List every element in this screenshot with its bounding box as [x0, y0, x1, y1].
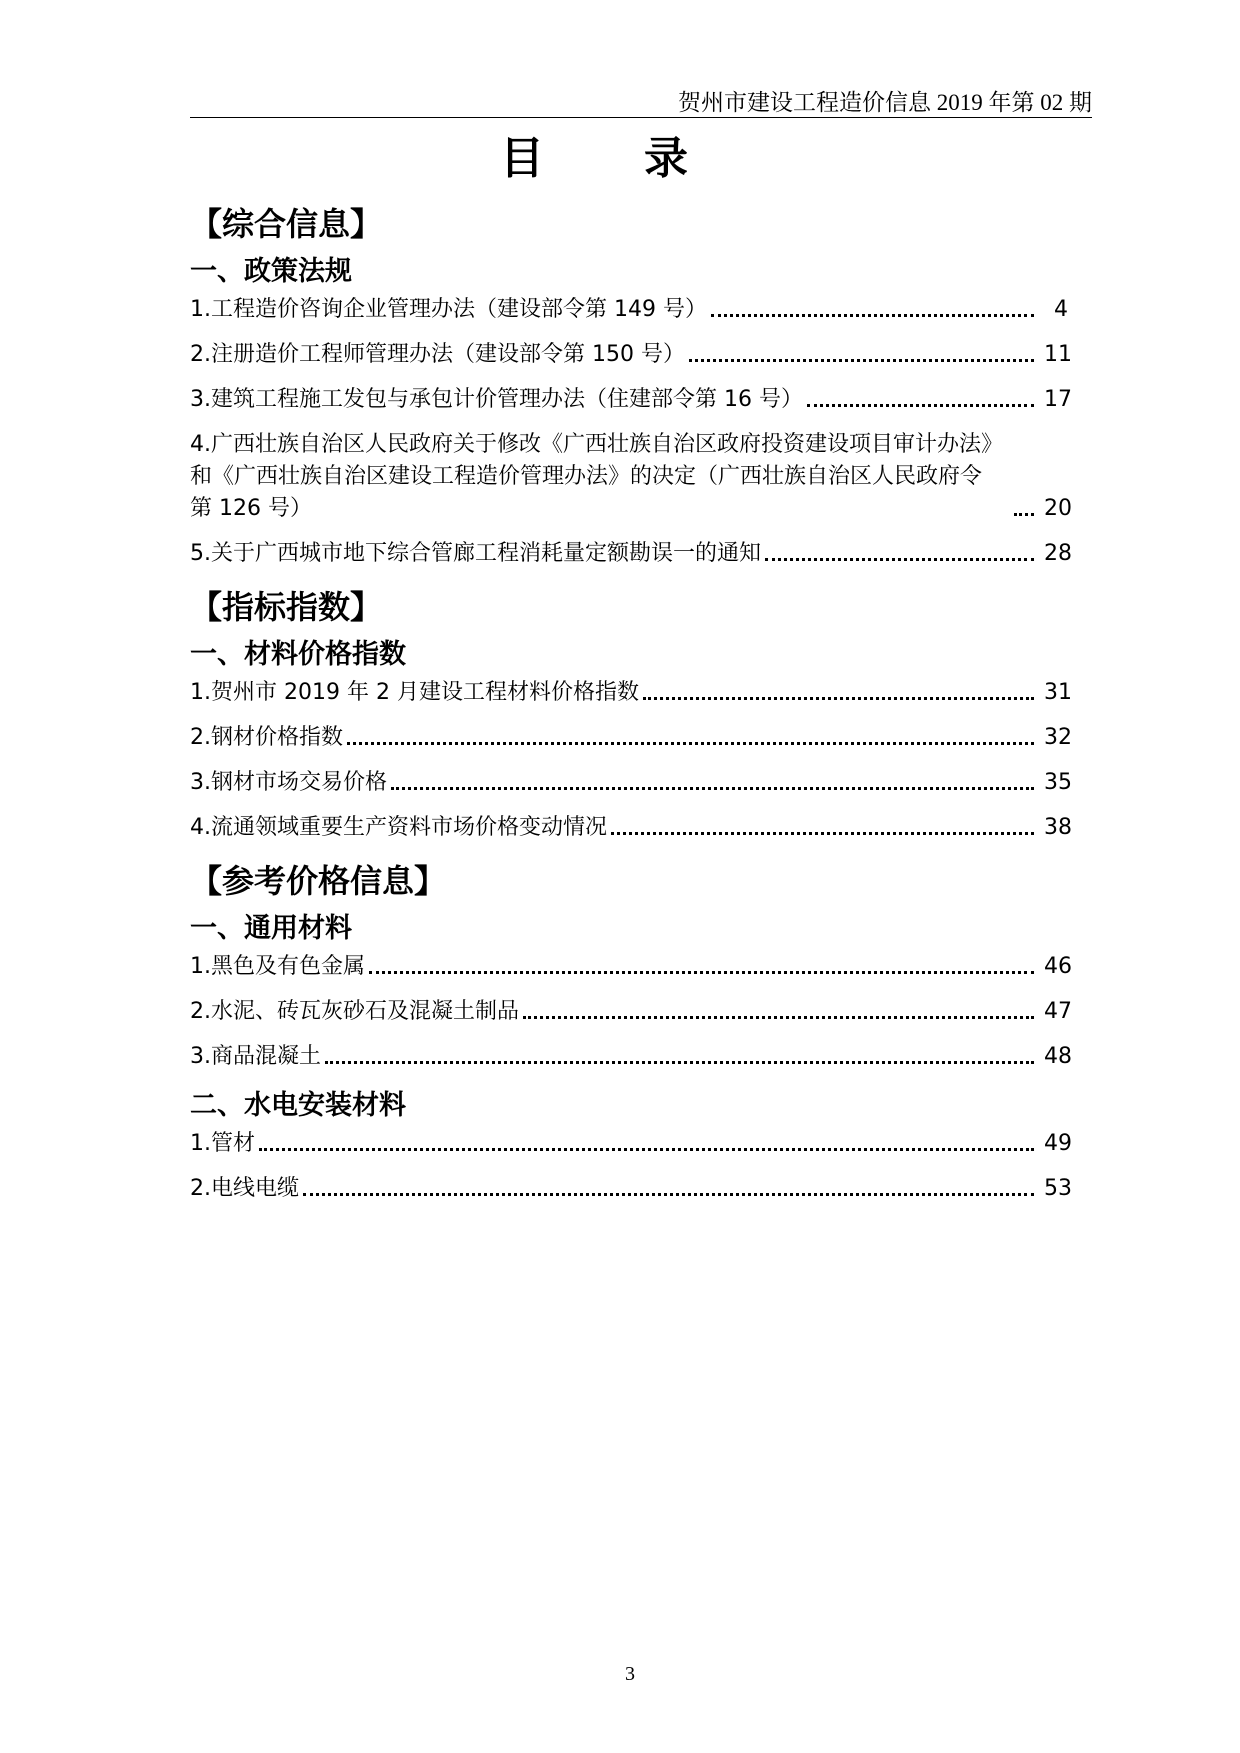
- dot-leader: [391, 787, 1034, 790]
- toc-entry-text: 3.钢材市场交易价格: [190, 770, 387, 795]
- dot-leader: [765, 558, 1034, 561]
- dot-leader: [369, 971, 1034, 974]
- toc-entry[interactable]: [190, 996, 1076, 1028]
- toc-entry-page: 17: [1044, 387, 1072, 412]
- dot-leader: [689, 359, 1034, 362]
- toc-entry-page: 46: [1044, 954, 1072, 979]
- toc-entry-text: 2.钢材价格指数: [190, 725, 343, 750]
- subsection-title: 二、水电安装材料: [190, 1090, 406, 1121]
- dot-leader: [711, 314, 1034, 317]
- dot-leader: [1014, 513, 1034, 516]
- dot-leader: [347, 742, 1034, 745]
- subsection-title: 一、政策法规: [190, 256, 352, 287]
- toc-entry[interactable]: [190, 722, 1076, 754]
- toc-entry-page: 20: [1044, 496, 1072, 521]
- toc-entry-page: 4: [1054, 297, 1068, 322]
- toc-entry-text: 2.电线电缆: [190, 1176, 299, 1201]
- toc-entry-text: 2.水泥、砖瓦灰砂石及混凝土制品: [190, 999, 519, 1024]
- toc-entry-text: 4.流通领域重要生产资料市场价格变动情况: [190, 815, 607, 840]
- toc-entry[interactable]: [190, 294, 1076, 326]
- table-of-contents: [190, 196, 1076, 1218]
- header-rule: [190, 117, 1092, 118]
- toc-entry-page: 32: [1044, 725, 1072, 750]
- toc-entry[interactable]: [190, 1173, 1076, 1205]
- toc-entry-page: 38: [1044, 815, 1072, 840]
- toc-entry-text: 5.关于广西城市地下综合管廊工程消耗量定额勘误一的通知: [190, 541, 761, 566]
- toc-entry[interactable]: [190, 1041, 1076, 1073]
- section-title: 【指标指数】: [190, 588, 383, 626]
- toc-entry[interactable]: [190, 429, 1076, 525]
- dot-leader: [303, 1193, 1034, 1196]
- subsection-title: 一、通用材料: [190, 913, 352, 944]
- toc-entry[interactable]: [190, 677, 1076, 709]
- toc-entry[interactable]: [190, 767, 1076, 799]
- dot-leader: [611, 832, 1034, 835]
- toc-entry[interactable]: [190, 951, 1076, 983]
- toc-entry-page: 48: [1044, 1044, 1072, 1069]
- toc-entry[interactable]: [190, 384, 1076, 416]
- toc-entry-text: 3.商品混凝土: [190, 1044, 321, 1069]
- toc-entry[interactable]: [190, 812, 1076, 844]
- toc-entry-page: 35: [1044, 770, 1072, 795]
- dot-leader: [807, 404, 1034, 407]
- toc-entry-text: 4.广西壮族自治区人民政府关于修改《广西壮族自治区政府投资建设项目审计办法》和《广西壮族自治区建设工程造价管理办法》的决定（广西壮族自治区人民政府令 第 126 号）: [190, 432, 1003, 521]
- toc-entry-text: 1.工程造价咨询企业管理办法（建设部令第 149 号）: [190, 297, 707, 322]
- toc-entry-text: 1.管材: [190, 1131, 255, 1156]
- subsection-title: 一、材料价格指数: [190, 639, 406, 670]
- dot-leader: [523, 1016, 1034, 1019]
- toc-entry-page: 47: [1044, 999, 1072, 1024]
- running-head: 贺州市建设工程造价信息 2019 年第 02 期: [678, 90, 1092, 115]
- toc-entry-page: 31: [1044, 680, 1072, 705]
- page-number: 3: [625, 1663, 635, 1685]
- toc-entry[interactable]: [190, 1128, 1076, 1160]
- section-title: 【参考价格信息】: [190, 862, 447, 900]
- toc-entry-page: 11: [1044, 342, 1072, 367]
- toc-entry-text: 1.黑色及有色金属: [190, 954, 365, 979]
- toc-entry[interactable]: [190, 339, 1076, 371]
- dot-leader: [259, 1148, 1034, 1151]
- toc-entry[interactable]: [190, 538, 1076, 570]
- toc-entry-text: 1.贺州市 2019 年 2 月建设工程材料价格指数: [190, 680, 639, 705]
- dot-leader: [643, 697, 1034, 700]
- toc-entry-page: 53: [1044, 1176, 1072, 1201]
- section-title: 【综合信息】: [190, 205, 383, 243]
- dot-leader: [325, 1061, 1034, 1064]
- toc-entry-page: 49: [1044, 1131, 1072, 1156]
- page-title: 目录: [500, 133, 788, 184]
- toc-entry-page: 28: [1044, 541, 1072, 566]
- toc-entry-text: 3.建筑工程施工发包与承包计价管理办法（住建部令第 16 号）: [190, 387, 803, 412]
- toc-entry-text: 2.注册造价工程师管理办法（建设部令第 150 号）: [190, 342, 685, 367]
